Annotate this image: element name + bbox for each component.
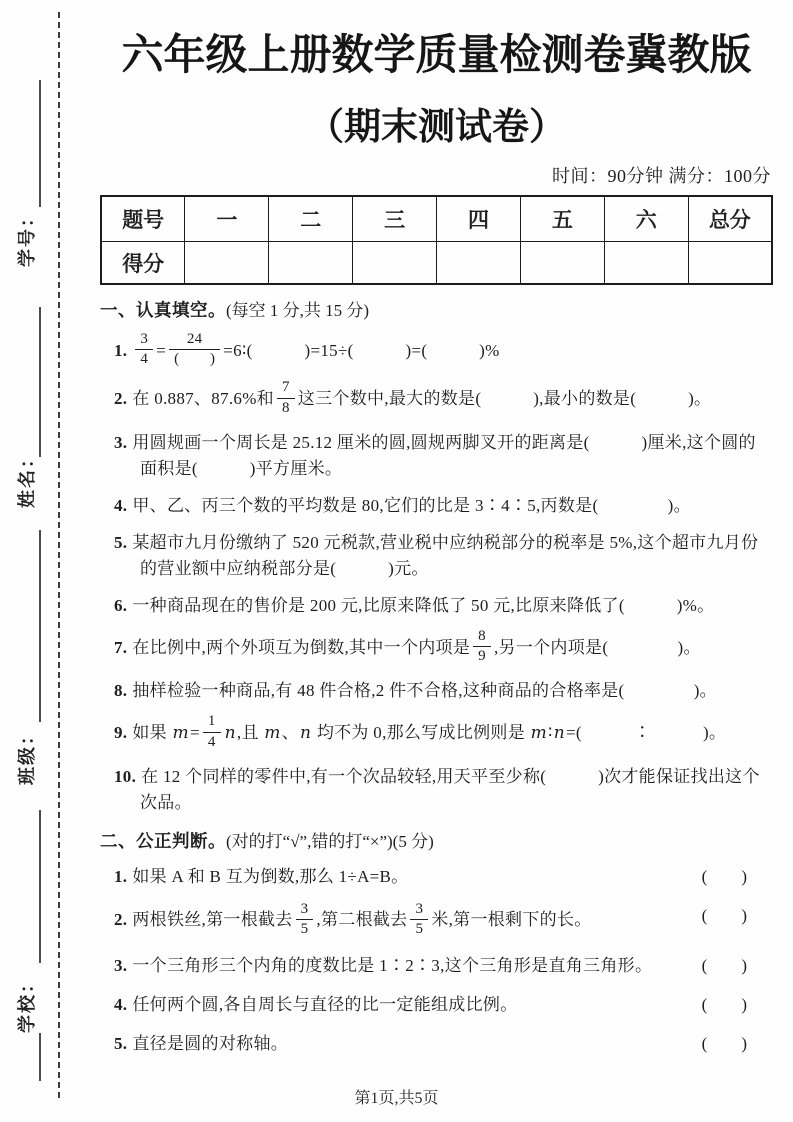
page-subtitle: （期末测试卷） bbox=[307, 107, 566, 149]
question-text: 如果 A 和 B 互为倒数,那么 1÷A=B。 bbox=[132, 866, 409, 886]
fraction: $\frac{24}{( )}$ bbox=[169, 331, 220, 369]
score-cell-empty bbox=[437, 241, 521, 284]
question-text: 在 0.887、87.6%和 $\frac{7}{8}$ 这三个数中,最大的数是( ),最小的数是( )。 bbox=[132, 379, 712, 416]
judgment-question-5 bbox=[100, 1031, 773, 1057]
answer-bracket: ( ) bbox=[701, 995, 747, 1015]
score-cell-empty bbox=[604, 241, 688, 284]
math-variable: m bbox=[172, 723, 189, 744]
question-number: 2. bbox=[114, 389, 128, 409]
section-1-heading bbox=[100, 298, 773, 324]
score-table-header-cell: 题号 bbox=[101, 196, 185, 241]
margin-write-line bbox=[39, 530, 41, 722]
question-text: 用圆规画一个周长是 25.12 厘米的圆,圆规两脚叉开的距离是( )厘米,这个圆的面积是( )平方厘米。 bbox=[132, 432, 756, 478]
fraction: $\frac{3}{4}$ bbox=[135, 331, 153, 369]
score-table-header-cell: 五 bbox=[520, 196, 604, 241]
score-table-header-row bbox=[101, 196, 772, 241]
question-text: 抽样检验一种商品,有 48 件合格,2 件不合格,这种商品的合格率是( )。 bbox=[132, 681, 717, 701]
exam-paper bbox=[100, 0, 773, 1070]
score-table-header-cell: 三 bbox=[353, 196, 437, 241]
math-variable: n bbox=[224, 723, 236, 744]
question-number: 1. bbox=[114, 340, 128, 360]
question-text: 任何两个圆,各自周长与直径的比一定能组成比例。 bbox=[132, 995, 518, 1015]
question-number: 4. bbox=[114, 995, 128, 1015]
fill-question-8 bbox=[100, 678, 773, 704]
seal-dashed-line bbox=[58, 12, 60, 1098]
question-text: 甲、乙、丙三个数的平均数是 80,它们的比是 3∶4∶5,丙数是( )。 bbox=[132, 495, 691, 515]
section-2-title: 二、公正判断。 bbox=[100, 830, 226, 851]
question-number: 10. bbox=[114, 766, 137, 786]
question-text: $\frac{3}{4}$ = $\frac{24}{( )}$ =6∶( )=15÷( )=( )% bbox=[132, 341, 499, 360]
question-number: 8. bbox=[114, 681, 128, 701]
fill-question-4 bbox=[100, 493, 773, 519]
fill-question-2 bbox=[100, 381, 773, 419]
margin-write-line bbox=[39, 80, 41, 207]
score-cell-empty bbox=[688, 241, 772, 284]
fill-question-list bbox=[100, 330, 773, 816]
section-1-title: 一、认真填空。 bbox=[100, 300, 226, 321]
margin-write-line bbox=[39, 1033, 41, 1081]
question-number: 3. bbox=[114, 956, 128, 976]
judgment-question-2 bbox=[100, 900, 773, 941]
question-text: 某超市九月份缴纳了 520 元税款,营业税中应纳税部分的税率是 5%,这个超市九月份的营业额中应纳税部分是( )元。 bbox=[132, 532, 759, 578]
question-text: 一种商品现在的售价是 200 元,比原来降低了 50 元,比原来降低了( )%。 bbox=[132, 595, 715, 615]
fill-question-6 bbox=[100, 593, 773, 619]
margin-write-line bbox=[39, 810, 41, 963]
margin-label-student-id: 学号： bbox=[17, 207, 37, 267]
question-number: 4. bbox=[114, 495, 128, 515]
question-number: 9. bbox=[114, 723, 128, 743]
judgment-question-3 bbox=[100, 953, 773, 979]
math-variable: m bbox=[264, 723, 281, 744]
score-table-score-row bbox=[101, 241, 772, 284]
question-text: 在 12 个同样的零件中,有一个次品较轻,用天平至少称( )次才能保证找出这个次品。 bbox=[140, 766, 760, 812]
fill-question-5 bbox=[100, 530, 773, 582]
math-variable: n bbox=[553, 723, 565, 744]
question-number: 7. bbox=[114, 637, 128, 657]
question-text: 直径是圆的对称轴。 bbox=[132, 1034, 289, 1054]
section-1-note: (每空 1 分,共 15 分) bbox=[226, 301, 370, 321]
question-text: 在比例中,两个外项互为倒数,其中一个内项是 $\frac{8}{9}$ ,另一个内项是( )。 bbox=[132, 627, 701, 665]
fill-question-1 bbox=[100, 330, 773, 371]
score-cell-empty bbox=[185, 241, 269, 284]
answer-bracket: ( ) bbox=[701, 1034, 747, 1054]
margin-write-line bbox=[39, 307, 41, 457]
question-text: 一个三角形三个内角的度数比是 1∶2∶3,这个三角形是直角三角形。 bbox=[132, 956, 653, 976]
question-text: 如果 m= $\frac{1}{4}$ n,且 m、n 均不为 0,那么写成比例则是 m∶n=( ∶ )。 bbox=[132, 713, 727, 750]
fraction: $\frac{3}{5}$ bbox=[410, 901, 428, 939]
fraction: $\frac{3}{5}$ bbox=[296, 901, 314, 939]
question-number: 1. bbox=[114, 866, 128, 886]
page-footer: 第1页,共5页 bbox=[354, 1090, 439, 1107]
score-table-header-cell: 总分 bbox=[688, 196, 772, 241]
answer-bracket: ( ) bbox=[701, 905, 747, 925]
math-variable: n bbox=[300, 723, 312, 744]
question-number: 5. bbox=[114, 532, 128, 552]
score-table-header-cell: 一 bbox=[185, 196, 269, 241]
answer-bracket: ( ) bbox=[701, 866, 747, 886]
margin-label-class: 班级： bbox=[17, 725, 37, 785]
margin-label-name: 姓名： bbox=[17, 448, 37, 508]
judgment-question-list bbox=[100, 864, 773, 1058]
question-number: 3. bbox=[114, 432, 128, 452]
math-variable: m bbox=[530, 723, 548, 744]
page-title: 六年级上册数学质量检测卷冀教版 bbox=[121, 33, 752, 79]
fraction: $\frac{8}{9}$ bbox=[473, 628, 491, 666]
judgment-question-4 bbox=[100, 992, 773, 1018]
answer-bracket: ( ) bbox=[701, 956, 747, 976]
score-table-header-cell: 二 bbox=[269, 196, 353, 241]
section-2-heading bbox=[100, 829, 773, 855]
score-row-label: 得分 bbox=[101, 241, 185, 284]
question-text: 两根铁丝,第一根截去 $\frac{3}{5}$ ,第二根截去 $\frac{3}{5}$ 米,第一根剩下的长。 bbox=[132, 900, 592, 937]
exam-time-score-meta: 时间：90分钟 满分：100分 bbox=[552, 166, 771, 187]
fill-question-7 bbox=[100, 627, 773, 668]
fill-question-10 bbox=[100, 764, 773, 816]
fraction: $\frac{1}{4}$ bbox=[203, 713, 221, 751]
question-number: 5. bbox=[114, 1034, 128, 1054]
judgment-question-1 bbox=[100, 864, 773, 890]
score-cell-empty bbox=[520, 241, 604, 284]
seal-margin bbox=[0, 0, 100, 1122]
question-number: 6. bbox=[114, 595, 128, 615]
score-cell-empty bbox=[269, 241, 353, 284]
question-number: 2. bbox=[114, 910, 128, 930]
margin-label-school: 学校： bbox=[17, 973, 37, 1033]
fill-question-9 bbox=[100, 715, 773, 753]
fraction: $\frac{7}{8}$ bbox=[277, 379, 295, 417]
score-table-header-cell: 六 bbox=[604, 196, 688, 241]
fill-question-3 bbox=[100, 430, 773, 482]
section-2-note: (对的打“√”,错的打“×”)(5 分) bbox=[226, 831, 434, 851]
score-cell-empty bbox=[353, 241, 437, 284]
score-table-header-cell: 四 bbox=[437, 196, 521, 241]
score-table bbox=[100, 195, 773, 285]
